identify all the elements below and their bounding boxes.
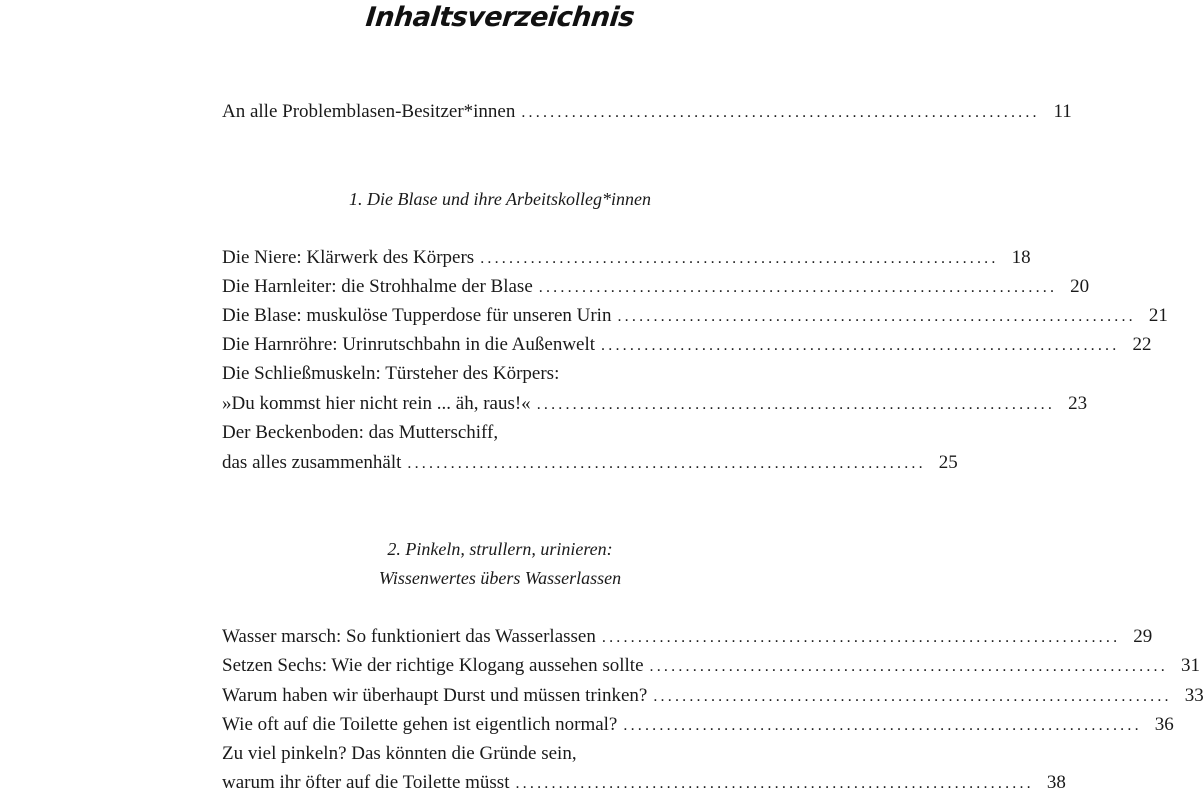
toc-entry[interactable] [222,302,1168,330]
dot-leader: ........................................................................ [649,658,1168,675]
toc-page-number: 20 [1070,276,1090,297]
dot-leader: ........................................................................ [623,717,1142,734]
toc-entry-continued[interactable] [222,419,773,447]
chapter-1-heading: 1. Die Blase und ihre Arbeitskolleg*innen [349,189,651,209]
toc-page-number: 23 [1068,393,1088,414]
toc-entry-text: Die Schließmuskeln: Türsteher des Körpers: [222,363,560,384]
toc-entry-text: Setzen Sechs: Wie der richtige Klogang aussehen sollte [222,655,644,676]
toc-entry[interactable] [222,652,1200,680]
toc-entry[interactable] [222,390,1088,418]
dot-leader: ........................................................................ [480,250,999,267]
toc-entry[interactable] [222,331,1152,359]
toc-entry[interactable] [222,682,1204,710]
toc-entry-text: das alles zusammenhält [222,452,402,473]
toc-page-number: 11 [1053,101,1072,122]
dot-leader: ........................................................................ [536,396,1056,413]
toc-entry-text: warum ihr öfter auf die Toilette müsst [222,772,510,793]
toc-entry[interactable] [222,449,958,477]
dot-leader: ........................................................................ [407,455,926,472]
toc-page-number: 22 [1132,334,1152,355]
dot-leader: ........................................................................ [601,337,1120,354]
toc-entry-text: Warum haben wir überhaupt Durst und müssen trinken? [222,685,648,706]
toc-entry-text: Zu viel pinkeln? Das könnten die Gründe sein, [222,743,577,764]
toc-entry-text: Wie oft auf die Toilette gehen ist eigentlich normal? [222,714,618,735]
toc-page-number: 29 [1133,626,1153,647]
toc-entry-text: »Du kommst hier nicht rein ... äh, raus!« [222,393,531,414]
dot-leader: ........................................................................ [538,279,1058,296]
toc-entry-text: Die Blase: muskulöse Tupperdose für unseren Urin [222,305,612,326]
toc-entry[interactable] [222,769,1066,797]
toc-page-number: 25 [938,452,958,473]
toc-page-number: 38 [1046,772,1066,793]
toc-entry-text: Der Beckenboden: das Mutterschiff, [222,422,499,443]
dot-leader: ........................................................................ [515,775,1034,792]
toc-page-number: 18 [1011,247,1031,268]
page-title: Inhaltsverzeichnis [364,2,636,33]
toc-entry-continued[interactable] [222,360,773,388]
toc-entry[interactable] [222,623,1153,651]
toc-entry[interactable] [222,273,1090,301]
chapter-2-heading-line1: 2. Pinkeln, strullern, urinieren: [387,539,613,559]
toc-entry-continued[interactable] [222,740,773,768]
toc-page-number: 36 [1154,714,1174,735]
dot-leader: ........................................................................ [653,688,1172,705]
toc-page-number: 33 [1184,685,1204,706]
toc-entry-text: Die Harnröhre: Urinrutschbahn in die Außenwelt [222,334,596,355]
toc-page-number: 21 [1148,305,1168,326]
toc-entry[interactable] [222,711,1174,739]
dot-leader: ........................................................................ [521,104,1040,121]
toc-entry-text: Wasser marsch: So funktioniert das Wasserlassen [222,626,596,647]
toc-page-number: 31 [1180,655,1200,676]
toc-entry[interactable] [222,244,1031,272]
toc-entry-text: Die Harnleiter: die Strohhalme der Blase [222,276,533,297]
dot-leader: ........................................................................ [601,629,1121,646]
toc-entry-text: Die Niere: Klärwerk des Körpers [222,247,475,268]
toc-entry-text: An alle Problemblasen-Besitzer*innen [222,101,516,122]
toc-entry-intro[interactable] [222,98,1072,126]
dot-leader: ........................................................................ [617,308,1136,325]
chapter-2-heading-line2: Wissenwertes übers Wasserlassen [378,568,622,588]
